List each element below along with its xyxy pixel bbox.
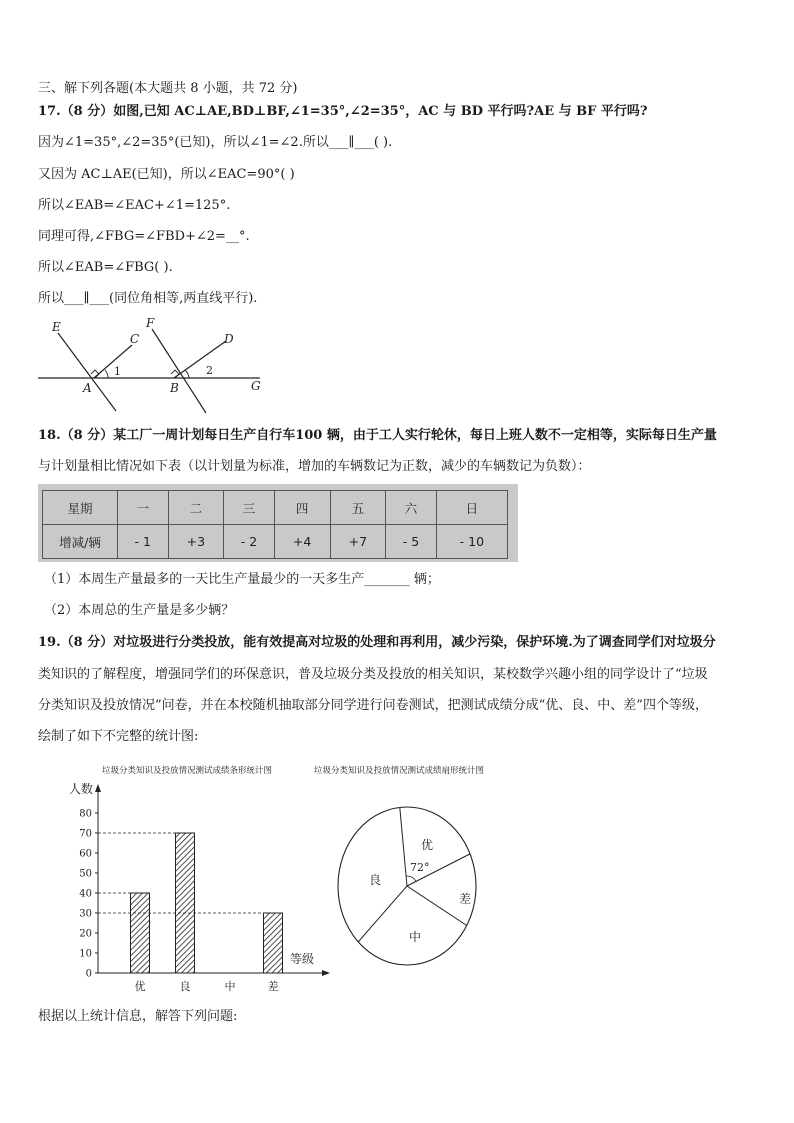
q17-figure (30, 315, 280, 415)
table-cell: 二 (168, 491, 224, 525)
q19-stem-3: 分类知识及投放情况”问卷，并在本校随机抽取部分同学进行问卷测试，把测试成绩分成“优、良、中、差”四个等级， (38, 698, 708, 713)
q17-line-1: 因为∠1=35°,∠2=35°(已知)，所以∠1=∠2.所以___∥___( ). (38, 135, 393, 150)
bar (131, 893, 150, 973)
q18-part-1: （1）本周生产量最多的一天比生产量最少的一天多生产_______ 辆； (44, 572, 440, 587)
y-tick-label: 10 (79, 948, 92, 960)
q19-stem-1: 19.（8 分）对垃圾进行分类投放，能有效提高对垃圾的处理和再利用，减少污染，保护环境.为了调查同学们对垃圾分 (38, 635, 716, 650)
label-a: A (83, 381, 92, 395)
bar (264, 913, 283, 973)
q18-part-2: （2）本周总的生产量是多少辆？ (44, 603, 235, 618)
label-d: D (224, 332, 234, 346)
label-angle-2: 2 (206, 364, 213, 377)
y-tick-label: 70 (79, 828, 92, 840)
q18-table-wrapper (38, 484, 518, 562)
pie-slice-label: 中 (409, 930, 422, 944)
y-tick-label: 40 (79, 888, 92, 900)
section-title: 三、解下列各题(本大题共 8 小题，共 72 分) (38, 81, 298, 96)
table-cell: - 5 (386, 525, 437, 559)
table-cell: 一 (118, 491, 169, 525)
line-bd (174, 341, 226, 378)
table-cell: - 2 (224, 525, 275, 559)
x-tick-label: 中 (224, 980, 236, 993)
bar-chart (60, 760, 330, 1000)
label-f: F (146, 316, 155, 330)
label-g: G (251, 379, 261, 393)
line-ac (94, 345, 132, 378)
pie-angle-arc (406, 876, 416, 882)
pie-slice-label: 差 (459, 892, 472, 906)
table-cell: 五 (330, 491, 386, 525)
table-cell: 四 (274, 491, 330, 525)
pie-slice-edge (400, 807, 407, 886)
q17-line-3: 所以∠EAB=∠EAC+∠1=125°. (38, 198, 231, 213)
bar (176, 833, 195, 973)
q17-line-2: 又因为 AC⊥AE(已知)，所以∠EAC=90°( ) (38, 167, 295, 182)
label-b: B (170, 381, 179, 395)
label-angle-1: 1 (114, 365, 121, 378)
table-cell: +4 (274, 525, 330, 559)
pie-slice-edge (358, 886, 407, 942)
table-cell: +3 (168, 525, 224, 559)
angle-1-arc (105, 370, 108, 378)
line-ea (58, 333, 116, 411)
table-cell: 三 (224, 491, 275, 525)
y-tick-label: 50 (79, 868, 92, 880)
table-header-cell: 增减/辆 (43, 525, 118, 559)
pie-slice-edge (407, 886, 467, 926)
y-tick-label: 20 (79, 928, 92, 940)
table-row (43, 525, 508, 559)
bar-chart-xlabel: 等级 (290, 952, 315, 966)
q19-stem-4: 绘制了如下不完整的统计图: (38, 729, 199, 744)
q17-line-5: 所以∠EAB=∠FBG( ). (38, 260, 173, 275)
pie-angle-label: 72° (410, 861, 430, 874)
q19-after-text: 根据以上统计信息，解答下列问题: (38, 1009, 238, 1024)
label-e: E (52, 320, 61, 334)
x-tick-label: 优 (134, 980, 146, 993)
y-tick-label: 30 (79, 908, 92, 920)
q17-line-6: 所以___∥___(同位角相等,两直线平行). (38, 291, 258, 306)
angle-2-arc (185, 370, 189, 378)
x-tick-label: 良 (179, 980, 191, 993)
table-row (43, 491, 508, 525)
line-fb (152, 329, 206, 413)
q19-stem-2: 类知识的了解程度，增强同学们的环保意识，普及垃圾分类及投放的相关知识，某校数学兴趣小组的同学设计了“垃圾 (38, 667, 708, 682)
pie-chart (310, 760, 520, 985)
pie-slice-label: 优 (421, 838, 434, 852)
table-cell: 日 (436, 491, 507, 525)
y-tick-label: 60 (79, 848, 92, 860)
q17-line-4: 同理可得,∠FBG=∠FBD+∠2=__°. (38, 229, 250, 244)
bar-chart-title: 垃圾分类知识及投放情况测试成绩条形统计图 (102, 766, 273, 776)
q17-stem: 17.（8 分）如图,已知 AC⊥AE,BD⊥BF,∠1=35°,∠2=35°，AC 与 BD 平行吗?AE 与 BF 平行吗? (38, 104, 648, 119)
table-cell: - 10 (436, 525, 507, 559)
y-tick-label: 0 (85, 968, 92, 980)
table-cell: +7 (330, 525, 386, 559)
q18-stem-1: 18.（8 分）某工厂一周计划每日生产自行车100 辆，由于工人实行轮休，每日上班人数不一定相等，实际每日生产量 (38, 428, 717, 443)
q18-stem-2: 与计划量相比情况如下表（以计划量为标准，增加的车辆数记为正数，减少的车辆数记为负数）： (38, 459, 591, 474)
pie-slice-label: 良 (369, 873, 382, 887)
q18-table (42, 490, 508, 559)
label-c: C (130, 332, 140, 346)
y-tick-label: 80 (79, 808, 92, 820)
pie-chart-title: 垃圾分类知识及投放情况测试成绩扇形统计图 (314, 766, 485, 776)
x-tick-label: 差 (267, 980, 279, 993)
table-header-cell: 星期 (43, 491, 118, 525)
table-cell: 六 (386, 491, 437, 525)
bar-chart-ylabel: 人数 (69, 782, 94, 796)
y-axis-arrow (95, 784, 101, 792)
table-cell: - 1 (118, 525, 169, 559)
